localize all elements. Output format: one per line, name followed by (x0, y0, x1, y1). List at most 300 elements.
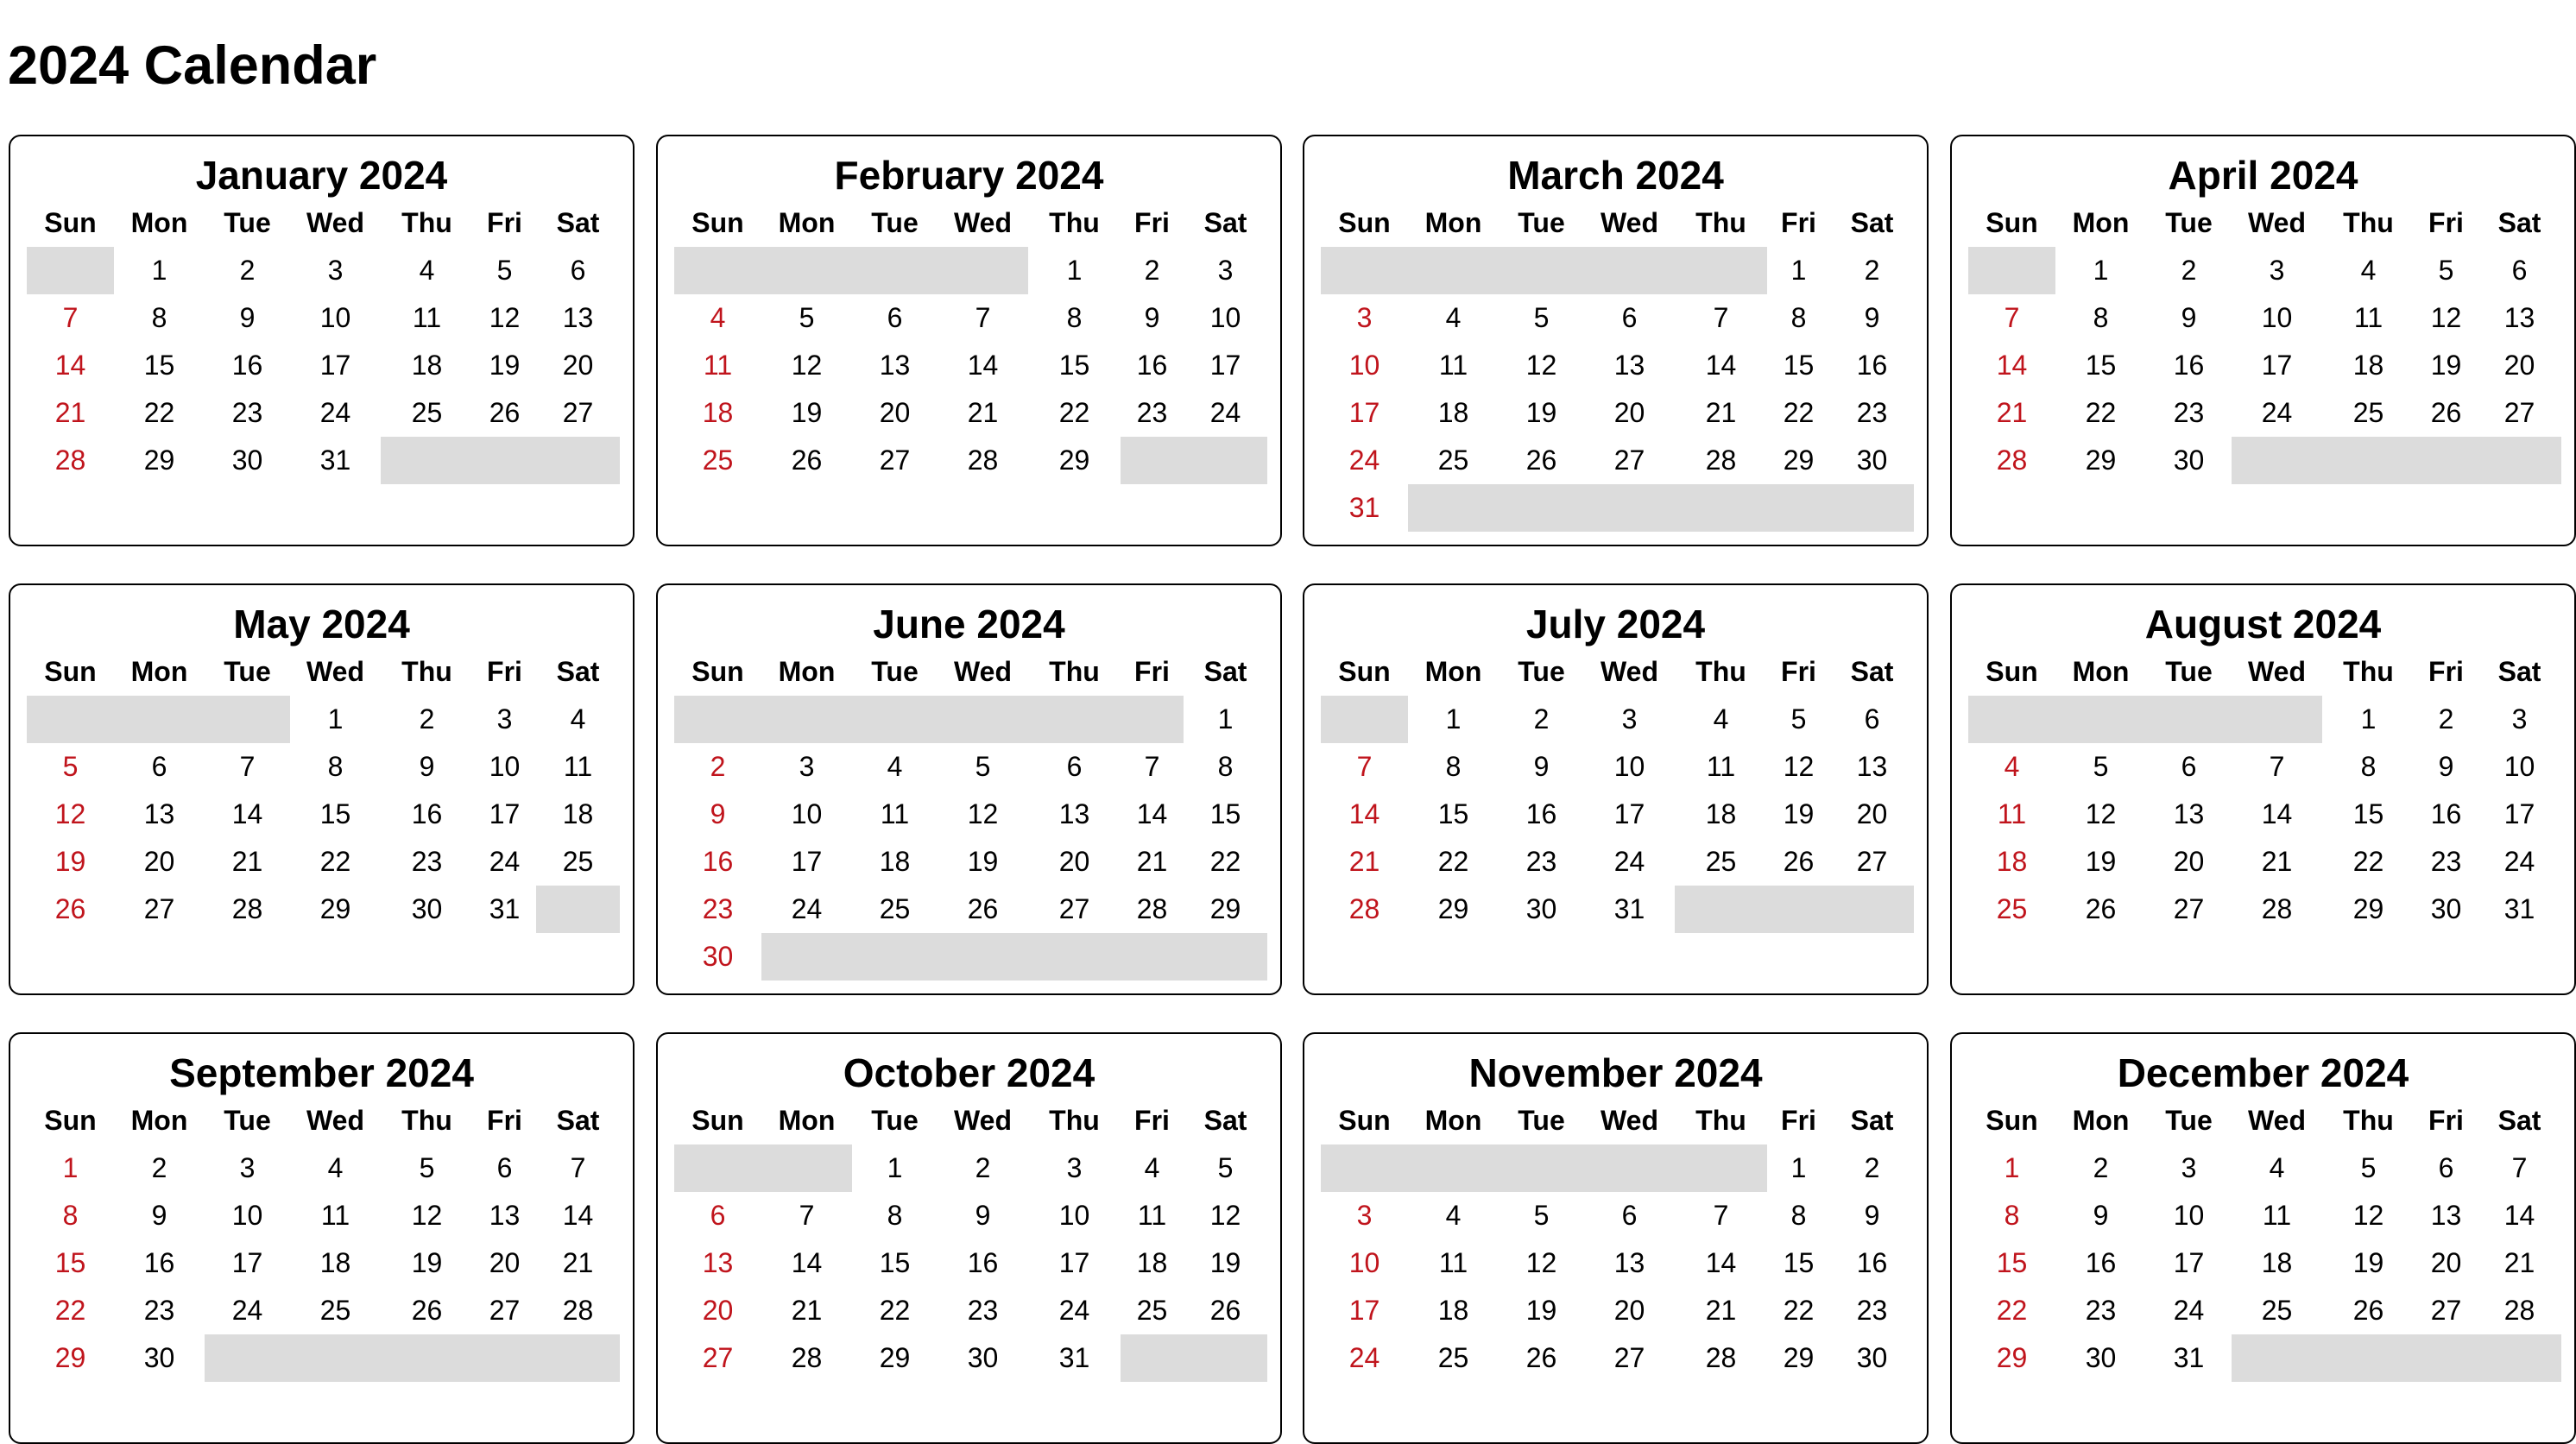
day-cell: 12 (791, 350, 823, 381)
day-cell: 5 (2360, 1152, 2377, 1183)
day-cell: 15 (2085, 350, 2117, 381)
empty-day-cell (852, 696, 938, 743)
day-cell: 8 (1445, 751, 1462, 782)
day-cell: 28 (2261, 893, 2293, 924)
month-table (674, 648, 1267, 981)
week-row (1968, 1239, 2561, 1287)
empty-day-cell (27, 247, 114, 294)
month-table (1968, 199, 2561, 484)
day-cell: 5 (975, 751, 991, 782)
day-cell: 26 (2430, 397, 2462, 428)
day-cell: 29 (319, 893, 351, 924)
day-cell: 23 (1856, 397, 1888, 428)
day-cell: 12 (1783, 751, 1815, 782)
weekday-header: Mon (1424, 1105, 1482, 1136)
day-cell: 13 (2430, 1200, 2462, 1231)
day-cell: 24 (1613, 846, 1645, 877)
empty-day-cell (114, 696, 205, 743)
weekday-header: Thu (401, 1105, 452, 1136)
day-cell: 10 (2173, 1200, 2205, 1231)
empty-day-cell (1408, 1144, 1499, 1192)
sunday-day-cell: 24 (1348, 445, 1380, 476)
day-cell: 25 (562, 846, 594, 877)
month-table (674, 199, 1267, 484)
weekday-header: Sat (556, 656, 600, 687)
month-title: August 2024 (2144, 602, 2382, 646)
day-cell: 19 (1525, 1295, 1557, 1326)
sunday-day-cell: 23 (702, 893, 734, 924)
week-row (27, 1334, 620, 1382)
day-cell: 23 (143, 1295, 175, 1326)
day-cell: 1 (1790, 255, 1807, 286)
day-cell: 22 (1783, 1295, 1815, 1326)
day-cell: 20 (1856, 798, 1888, 829)
day-cell: 7 (239, 751, 256, 782)
day-cell: 18 (411, 350, 443, 381)
weekday-header: Fri (1134, 207, 1170, 238)
day-cell: 19 (1525, 397, 1557, 428)
weekday-header: Tue (2165, 1105, 2213, 1136)
weekday-header: Wed (1601, 656, 1658, 687)
weekday-header-row (674, 1097, 1267, 1144)
empty-day-cell (381, 1334, 473, 1382)
weekday-header: Fri (487, 207, 522, 238)
weekday-header: Sun (1338, 207, 1391, 238)
month-table (674, 1097, 1267, 1382)
day-cell: 23 (1136, 397, 1168, 428)
day-cell: 3 (799, 751, 815, 782)
weekday-header-row (674, 199, 1267, 247)
week-row (1968, 1192, 2561, 1239)
week-row (674, 1287, 1267, 1334)
day-cell: 16 (1856, 350, 1888, 381)
day-cell: 18 (879, 846, 911, 877)
empty-day-cell (938, 933, 1028, 981)
day-cell: 5 (1790, 703, 1807, 735)
day-cell: 22 (879, 1295, 911, 1326)
day-cell: 28 (1136, 893, 1168, 924)
day-cell: 2 (2181, 255, 2197, 286)
month-title: January 2024 (195, 153, 448, 198)
day-cell: 16 (411, 798, 443, 829)
weekday-header: Sat (2497, 1105, 2541, 1136)
day-cell: 28 (967, 445, 999, 476)
day-cell: 14 (231, 798, 263, 829)
day-cell: 21 (562, 1247, 594, 1278)
month-card (9, 135, 635, 546)
empty-day-cell (1184, 437, 1267, 484)
weekday-header: Mon (2072, 1105, 2130, 1136)
week-row (1321, 1239, 1914, 1287)
day-cell: 8 (151, 302, 167, 333)
empty-day-cell (1121, 1334, 1184, 1382)
day-cell: 8 (2093, 302, 2109, 333)
week-row (1968, 743, 2561, 791)
day-cell: 1 (887, 1152, 903, 1183)
day-cell: 11 (880, 798, 910, 829)
empty-day-cell (1184, 933, 1267, 981)
empty-day-cell (2232, 437, 2322, 484)
weekday-header-row (1968, 648, 2561, 696)
weekday-header: Mon (778, 1105, 836, 1136)
day-cell: 22 (143, 397, 175, 428)
empty-day-cell (536, 1334, 620, 1382)
day-cell: 22 (2352, 846, 2384, 877)
weekday-header: Fri (487, 1105, 522, 1136)
weekday-header-row (1321, 1097, 1914, 1144)
day-cell: 9 (2093, 1200, 2109, 1231)
sunday-day-cell: 24 (1348, 1342, 1380, 1373)
day-cell: 22 (319, 846, 351, 877)
week-row (674, 933, 1267, 981)
day-cell: 25 (879, 893, 911, 924)
day-cell: 24 (791, 893, 823, 924)
weekday-header-row (27, 199, 620, 247)
sunday-day-cell: 10 (1348, 1247, 1380, 1278)
sunday-day-cell: 29 (1996, 1342, 2028, 1373)
sunday-day-cell: 28 (1348, 893, 1380, 924)
empty-day-cell (761, 1144, 852, 1192)
sunday-day-cell: 14 (54, 350, 86, 381)
week-row (674, 247, 1267, 294)
weekday-header: Wed (954, 1105, 1012, 1136)
day-cell: 15 (319, 798, 351, 829)
sunday-day-cell: 6 (710, 1200, 726, 1231)
week-row (1321, 247, 1914, 294)
weekday-header-row (674, 648, 1267, 696)
day-cell: 9 (975, 1200, 991, 1231)
week-row (674, 1239, 1267, 1287)
day-cell: 21 (967, 397, 999, 428)
day-cell: 20 (879, 397, 911, 428)
week-row (1968, 791, 2561, 838)
day-cell: 26 (411, 1295, 443, 1326)
day-cell: 20 (1058, 846, 1090, 877)
day-cell: 9 (1864, 302, 1880, 333)
week-row (1321, 389, 1914, 437)
day-cell: 28 (1705, 1342, 1737, 1373)
day-cell: 23 (1856, 1295, 1888, 1326)
day-cell: 13 (489, 1200, 521, 1231)
weekday-header: Thu (1049, 656, 1100, 687)
weekday-header: Wed (306, 1105, 364, 1136)
day-cell: 15 (1783, 1247, 1815, 1278)
month-card (1950, 135, 2576, 546)
day-cell: 1 (2360, 703, 2377, 735)
sunday-day-cell: 10 (1348, 350, 1380, 381)
weekday-header: Thu (1049, 1105, 1100, 1136)
day-cell: 13 (1613, 1247, 1645, 1278)
empty-day-cell (1830, 886, 1914, 933)
day-cell: 11 (1137, 1200, 1167, 1231)
day-cell: 15 (1209, 798, 1241, 829)
day-cell: 2 (1144, 255, 1160, 286)
day-cell: 23 (1525, 846, 1557, 877)
month-table (1321, 648, 1914, 933)
weekday-header: Tue (2165, 207, 2213, 238)
empty-day-cell (1675, 484, 1767, 532)
day-cell: 20 (2503, 350, 2535, 381)
empty-day-cell (2055, 696, 2146, 743)
day-cell: 4 (1144, 1152, 1160, 1183)
weekday-header: Mon (2072, 656, 2130, 687)
day-cell: 4 (1445, 1200, 1462, 1231)
day-cell: 25 (1437, 445, 1469, 476)
day-cell: 11 (1438, 350, 1468, 381)
weekday-header: Mon (778, 656, 836, 687)
empty-day-cell (2232, 1334, 2322, 1382)
weekday-header: Sun (1338, 656, 1391, 687)
day-cell: 28 (791, 1342, 823, 1373)
weekday-header: Mon (130, 207, 188, 238)
day-cell: 30 (2173, 445, 2205, 476)
day-cell: 11 (320, 1200, 350, 1231)
day-cell: 14 (1705, 1247, 1737, 1278)
day-cell: 26 (489, 397, 521, 428)
day-cell: 3 (1066, 1152, 1083, 1183)
empty-day-cell (938, 247, 1028, 294)
day-cell: 3 (239, 1152, 256, 1183)
empty-day-cell (1499, 484, 1584, 532)
day-cell: 4 (887, 751, 903, 782)
day-cell: 20 (562, 350, 594, 381)
day-cell: 9 (1533, 751, 1550, 782)
day-cell: 28 (231, 893, 263, 924)
weekday-header: Thu (2343, 1105, 2394, 1136)
weekday-header: Wed (954, 207, 1012, 238)
weekday-header-row (1321, 648, 1914, 696)
week-row (674, 886, 1267, 933)
weekday-header: Mon (130, 656, 188, 687)
weekday-header: Sat (556, 207, 600, 238)
day-cell: 13 (1856, 751, 1888, 782)
day-cell: 6 (887, 302, 903, 333)
day-cell: 12 (1209, 1200, 1241, 1231)
day-cell: 14 (1705, 350, 1737, 381)
empty-day-cell (2478, 437, 2561, 484)
week-row (1321, 1287, 1914, 1334)
day-cell: 29 (1058, 445, 1090, 476)
day-cell: 3 (327, 255, 344, 286)
sunday-day-cell: 28 (1996, 445, 2028, 476)
month-title: May 2024 (233, 602, 410, 646)
day-cell: 27 (1058, 893, 1090, 924)
weekday-header: Wed (306, 656, 364, 687)
day-cell: 11 (2353, 302, 2383, 333)
week-row (1968, 247, 2561, 294)
day-cell: 18 (2352, 350, 2384, 381)
sunday-day-cell: 22 (1996, 1295, 2028, 1326)
empty-day-cell (674, 696, 761, 743)
month-title: October 2024 (843, 1050, 1095, 1095)
sunday-day-cell: 8 (62, 1200, 79, 1231)
day-cell: 6 (1864, 703, 1880, 735)
sunday-day-cell: 4 (2004, 751, 2020, 782)
week-row (1968, 886, 2561, 933)
week-row (1321, 838, 1914, 886)
month-card (656, 1032, 1282, 1444)
day-cell: 29 (1437, 893, 1469, 924)
week-row (674, 1334, 1267, 1382)
weekday-header: Sun (691, 207, 744, 238)
month-title: April 2024 (2168, 153, 2358, 198)
weekday-header: Mon (778, 207, 836, 238)
empty-day-cell (2415, 1334, 2478, 1382)
day-cell: 18 (1437, 397, 1469, 428)
day-cell: 6 (2438, 1152, 2454, 1183)
day-cell: 6 (2181, 751, 2197, 782)
weekday-header: Fri (2428, 1105, 2464, 1136)
day-cell: 9 (239, 302, 256, 333)
weekday-header-row (1968, 1097, 2561, 1144)
day-cell: 14 (562, 1200, 594, 1231)
day-cell: 16 (967, 1247, 999, 1278)
sunday-day-cell: 13 (702, 1247, 734, 1278)
empty-day-cell (1499, 247, 1584, 294)
weekday-header-row (27, 648, 620, 696)
day-cell: 4 (2269, 1152, 2285, 1183)
day-cell: 2 (1864, 1152, 1880, 1183)
empty-day-cell (473, 1334, 536, 1382)
day-cell: 29 (143, 445, 175, 476)
day-cell: 25 (319, 1295, 351, 1326)
weekday-header: Wed (306, 207, 364, 238)
day-cell: 9 (151, 1200, 167, 1231)
day-cell: 18 (319, 1247, 351, 1278)
weekday-header: Fri (2428, 656, 2464, 687)
weekday-header: Sat (556, 1105, 600, 1136)
day-cell: 6 (1621, 1200, 1638, 1231)
day-cell: 12 (2085, 798, 2117, 829)
day-cell: 1 (1445, 703, 1462, 735)
weekday-header: Tue (871, 1105, 919, 1136)
day-cell: 6 (151, 751, 167, 782)
month-table (1968, 648, 2561, 933)
weekday-header: Thu (401, 656, 452, 687)
empty-day-cell (1321, 1144, 1408, 1192)
day-cell: 11 (1706, 751, 1736, 782)
day-cell: 20 (1613, 397, 1645, 428)
day-cell: 13 (1058, 798, 1090, 829)
day-cell: 31 (2173, 1342, 2205, 1373)
day-cell: 10 (319, 302, 351, 333)
day-cell: 24 (2503, 846, 2535, 877)
day-cell: 4 (1445, 302, 1462, 333)
day-cell: 5 (2438, 255, 2454, 286)
day-cell: 8 (1790, 1200, 1807, 1231)
empty-day-cell (1321, 696, 1408, 743)
day-cell: 26 (2085, 893, 2117, 924)
month-card (1303, 135, 1929, 546)
day-cell: 21 (231, 846, 263, 877)
sunday-day-cell: 11 (703, 350, 733, 381)
day-cell: 30 (2085, 1342, 2117, 1373)
day-cell: 21 (1705, 397, 1737, 428)
weekday-header: Sat (1850, 207, 1894, 238)
week-row (674, 1192, 1267, 1239)
day-cell: 6 (2511, 255, 2528, 286)
day-cell: 26 (1525, 445, 1557, 476)
day-cell: 12 (1525, 1247, 1557, 1278)
weekday-header: Sat (2497, 656, 2541, 687)
day-cell: 15 (1058, 350, 1090, 381)
month-table (27, 199, 620, 484)
empty-day-cell (2322, 437, 2415, 484)
weekday-header: Fri (1134, 656, 1170, 687)
weekday-header: Tue (1518, 207, 1565, 238)
day-cell: 12 (2352, 1200, 2384, 1231)
day-cell: 17 (2261, 350, 2293, 381)
day-cell: 17 (2173, 1247, 2205, 1278)
day-cell: 17 (489, 798, 521, 829)
week-row (1321, 1334, 1914, 1382)
day-cell: 16 (2173, 350, 2205, 381)
week-row (27, 294, 620, 342)
week-row (27, 389, 620, 437)
day-cell: 30 (231, 445, 263, 476)
weekday-header: Thu (2343, 656, 2394, 687)
week-row (27, 791, 620, 838)
empty-day-cell (290, 1334, 381, 1382)
sunday-day-cell: 18 (702, 397, 734, 428)
day-cell: 21 (1136, 846, 1168, 877)
day-cell: 1 (1066, 255, 1083, 286)
empty-day-cell (2146, 696, 2232, 743)
weekday-header: Sun (1338, 1105, 1391, 1136)
day-cell: 25 (1705, 846, 1737, 877)
day-cell: 15 (143, 350, 175, 381)
day-cell: 3 (1217, 255, 1234, 286)
sunday-day-cell: 15 (54, 1247, 86, 1278)
weekday-header: Sun (44, 1105, 97, 1136)
day-cell: 30 (143, 1342, 175, 1373)
day-cell: 24 (1209, 397, 1241, 428)
day-cell: 11 (563, 751, 593, 782)
empty-day-cell (27, 696, 114, 743)
day-cell: 16 (1856, 1247, 1888, 1278)
day-cell: 2 (2438, 703, 2454, 735)
day-cell: 21 (1705, 1295, 1737, 1326)
weekday-header: Tue (224, 207, 271, 238)
day-cell: 24 (489, 846, 521, 877)
sunday-day-cell: 7 (1356, 751, 1373, 782)
empty-day-cell (761, 933, 852, 981)
day-cell: 3 (496, 703, 513, 735)
weekday-header: Wed (1601, 207, 1658, 238)
day-cell: 29 (879, 1342, 911, 1373)
day-cell: 23 (967, 1295, 999, 1326)
day-cell: 21 (2503, 1247, 2535, 1278)
weekday-header: Sat (1850, 1105, 1894, 1136)
day-cell: 21 (2261, 846, 2293, 877)
empty-day-cell (1028, 696, 1121, 743)
sunday-day-cell: 21 (1996, 397, 2028, 428)
day-cell: 13 (2503, 302, 2535, 333)
day-cell: 5 (799, 302, 815, 333)
sunday-day-cell: 21 (54, 397, 86, 428)
sunday-day-cell: 8 (2004, 1200, 2020, 1231)
week-row (27, 342, 620, 389)
month-card (656, 583, 1282, 995)
day-cell: 15 (2352, 798, 2384, 829)
weekday-header: Sun (44, 207, 97, 238)
day-cell: 9 (1864, 1200, 1880, 1231)
empty-day-cell (1121, 437, 1184, 484)
day-cell: 19 (2430, 350, 2462, 381)
week-row (674, 389, 1267, 437)
day-cell: 17 (231, 1247, 263, 1278)
day-cell: 25 (1437, 1342, 1469, 1373)
